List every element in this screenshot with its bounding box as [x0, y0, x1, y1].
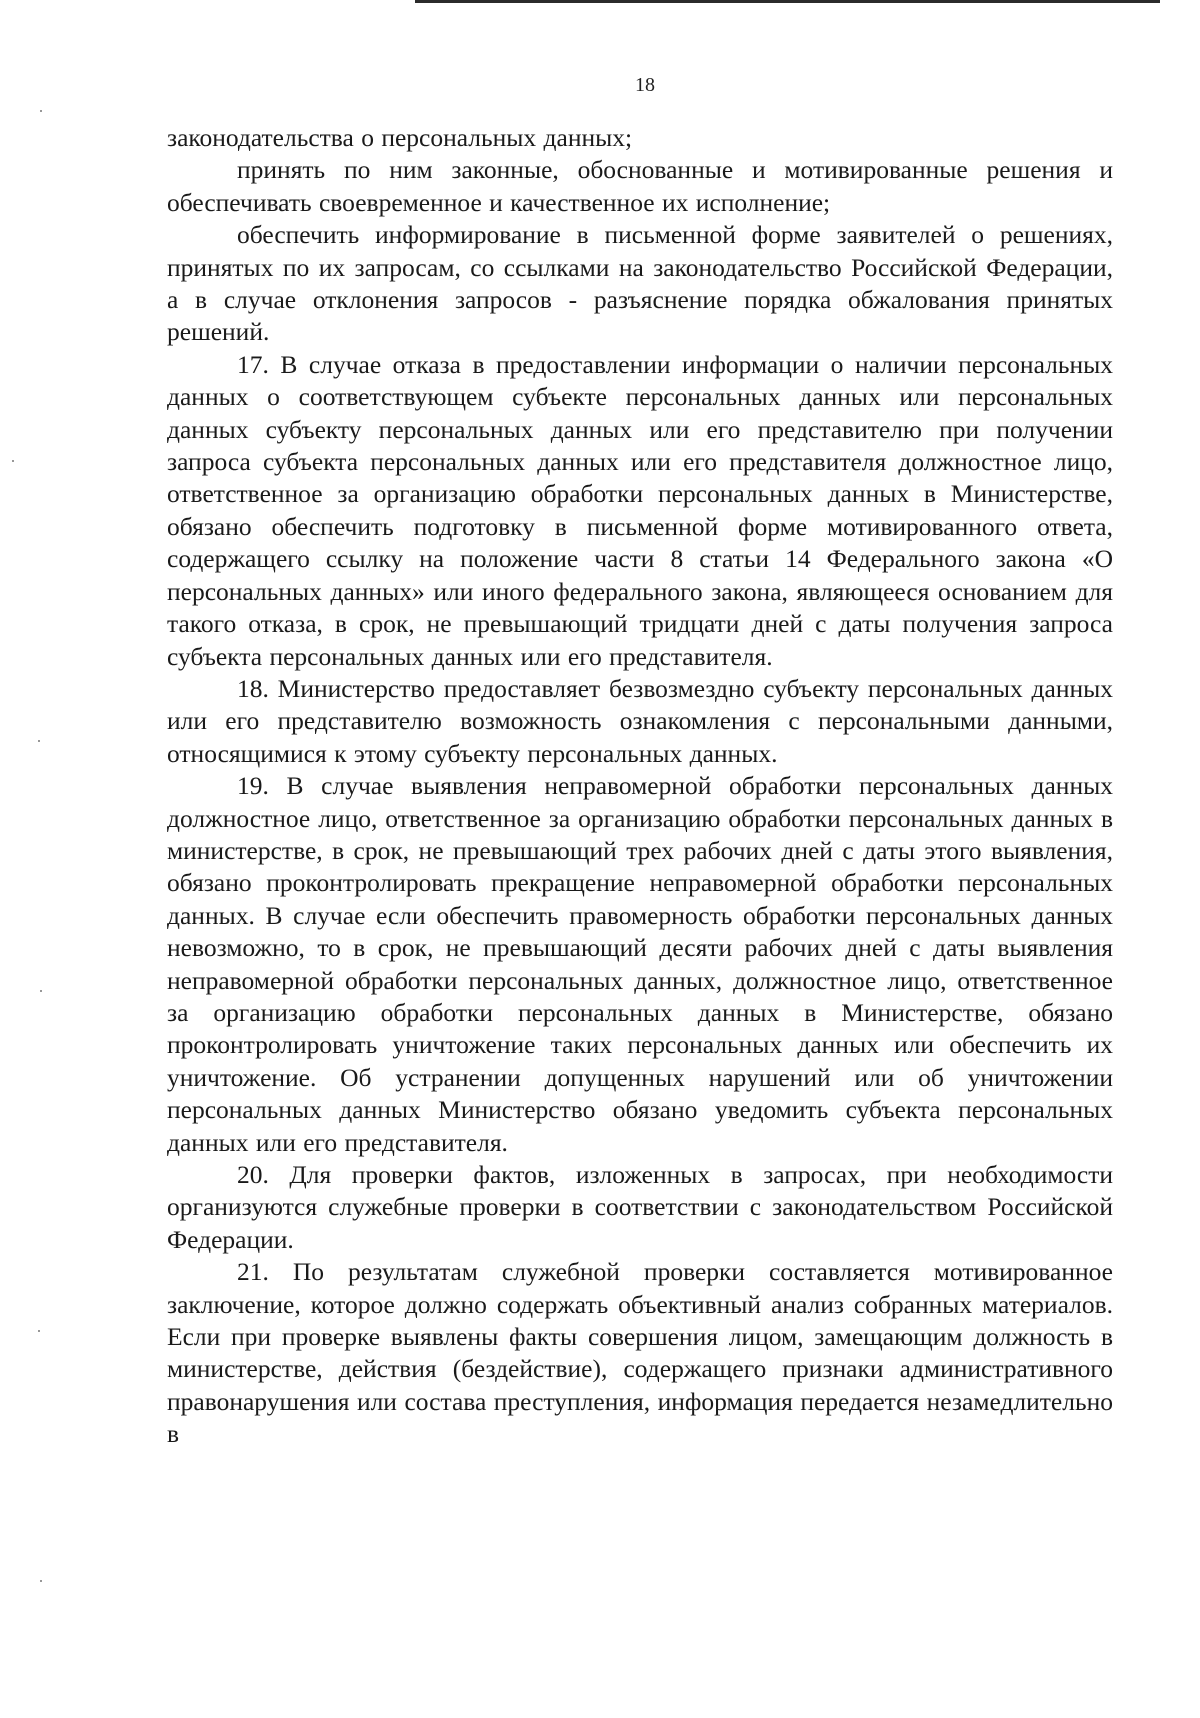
scan-speck [12, 460, 14, 462]
scan-speck [38, 1330, 40, 1332]
paragraph-18: 18. Министерство предоставляет безвозмездно субъекту персональных данных или его представителю возможность ознакомления с персональными данными, относящимися к этому субъекту персональных данных. [167, 673, 1113, 768]
paragraph-19: 19. В случае выявления неправомерной обработки персональных данных должностное лицо, ответственное за организацию обработки персональных данных в министерстве, в срок, не превышающий трех рабочих дней с даты этого выявления, обязано проконтролировать прекращение неправомерной обработки персональных данных. В случае если обеспечить правомерность обработки персональных данных невозможно, то в срок, не превышающий десяти рабочих дней с даты выявления неправомерной обработки персональных данных, должностное лицо, ответственное за организацию обработки персональных данных в Министерстве, обязано проконтролировать уничтожение таких персональных данных или обеспечить их уничтожение. Об устранении допущенных нарушений или об уничтожении персональных данных Министерство обязано уведомить субъекта персональных данных или его представителя. [167, 771, 1113, 1157]
page-number: 18 [635, 74, 655, 96]
paragraph-continuation: законодательства о персональных данных; [167, 123, 633, 152]
scan-speck [38, 740, 40, 742]
paragraph-accept-decisions: принять по ним законные, обоснованные и мотивированные решения и обеспечивать своевременное и качественное их исполнение; [167, 155, 1113, 217]
scan-speck [40, 990, 42, 992]
scan-speck [40, 110, 42, 112]
document-body [167, 122, 1113, 1451]
paragraph-21: 21. По результатам служебной проверки составляется мотивированное заключение, которое должно содержать объективный анализ собранных материалов. Если при проверке выявлены факты совершения лицом, замещающим должность в министерстве, действия (бездействие), содержащего признаки административного правонарушения или состава преступления, информация передается незамедлительно в [167, 1257, 1113, 1449]
paragraph-17: 17. В случае отказа в предоставлении информации о наличии персональных данных о соответствующем субъекте персональных данных или персональных данных субъекту персональных данных или его представителю при получении запроса субъекта персональных данных или его представителя должностное лицо, ответственное за организацию обработки персональных данных в Министерстве, обязано обеспечить подготовку в письменной форме мотивированного ответа, содержащего ссылку на положение части 8 статьи 14 Федерального закона «О персональных данных» или иного федерального закона, являющееся основанием для такого отказа, в срок, не превышающий тридцати дней с даты получения запроса субъекта персональных данных или его представителя. [167, 349, 1113, 671]
paragraph-20: 20. Для проверки фактов, изложенных в запросах, при необходимости организуются служебные проверки в соответствии с законодательством Российской Федерации. [167, 1160, 1113, 1254]
scan-speck [40, 1580, 42, 1582]
paragraph-inform-applicants: обеспечить информирование в письменной форме заявителей о решениях, принятых по их запросам, со ссылками на законодательство Российской Федерации, а в случае отклонения запросов - разъяснение порядка обжалования принятых решений. [167, 220, 1113, 347]
top-scan-rule [415, 0, 1160, 3]
